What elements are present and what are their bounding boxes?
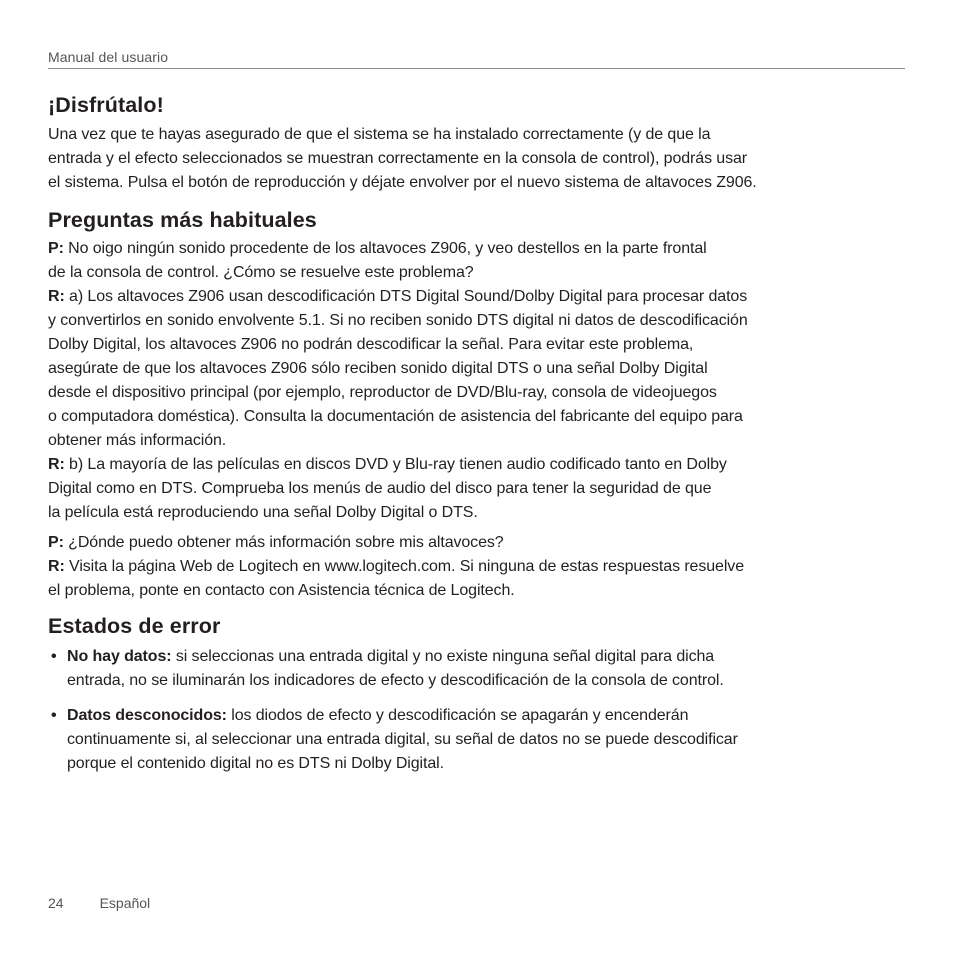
bullet-icon: • xyxy=(51,648,57,665)
text-line: el sistema. Pulsa el botón de reproducción y déjate envolver por el nuevo sistema de altavoces Z906. xyxy=(48,174,757,191)
answer-1a-line: R: a) Los altavoces Z906 usan descodificación DTS Digital Sound/Dolby Digital para procesar datos xyxy=(48,288,748,305)
text-line: el problema, ponte en contacto con Asistencia técnica de Logitech. xyxy=(48,582,515,599)
answer-label: R: xyxy=(48,558,65,575)
text-line: o computadora doméstica). Consulta la documentación de asistencia del fabricante del equipo para xyxy=(48,408,743,425)
answer-1b-line: R: b) La mayoría de las películas en discos DVD y Blu-ray tienen audio codificado tanto en Dolby xyxy=(48,456,727,473)
section-errors xyxy=(48,613,910,776)
text-line: Una vez que te hayas asegurado de que el sistema se ha instalado correctamente (y de que la xyxy=(48,126,711,143)
text-line: de la consola de control. ¿Cómo se resuelve este problema? xyxy=(48,264,474,281)
page-footer xyxy=(48,895,150,911)
question-label: P: xyxy=(48,240,64,257)
error-term: Datos desconocidos: xyxy=(67,707,227,724)
heading-enjoy: ¡Disfrútalo! xyxy=(48,93,164,117)
text-line: entrada, no se iluminarán los indicadores de efecto y descodificación de la consola de control. xyxy=(67,672,724,689)
text-line: y convertirlos en sonido envolvente 5.1. Si no reciben sonido DTS digital ni datos de descodificación xyxy=(48,312,748,329)
bullet-icon: • xyxy=(51,707,57,724)
error-item-no-data: • No hay datos: si seleccionas una entrada digital y no existe ninguna señal digital para dicha entrada, no se iluminarán los indicadores de efecto y descodificación de la consola de control. xyxy=(48,645,910,693)
answer-label: R: xyxy=(48,456,65,473)
text-line: asegúrate de que los altavoces Z906 sólo reciben sonido digital DTS o una señal Dolby Digital xyxy=(48,360,708,377)
answer-label: R: xyxy=(48,288,65,305)
error-term: No hay datos: xyxy=(67,648,172,665)
question-label: P: xyxy=(48,534,64,551)
text-line: porque el contenido digital no es DTS ni Dolby Digital. xyxy=(67,755,444,772)
text-line: desde el dispositivo principal (por ejemplo, reproductor de DVD/Blu-ray, consola de videojuegos xyxy=(48,384,717,401)
answer-2-line: R: Visita la página Web de Logitech en www.logitech.com. Si ninguna de estas respuestas resuelve xyxy=(48,558,744,575)
heading-errors: Estados de error xyxy=(48,614,221,638)
faq-block-1 xyxy=(48,237,910,525)
error-list xyxy=(48,645,910,776)
text-line: entrada y el efecto seleccionados se muestran correctamente en la consola de control), podrás usar xyxy=(48,150,748,167)
faq-block-2 xyxy=(48,531,910,603)
section-faq xyxy=(48,207,910,603)
section-enjoy xyxy=(48,92,910,195)
question-1-line: P: No oigo ningún sonido procedente de los altavoces Z906, y veo destellos en la parte frontal xyxy=(48,240,707,257)
page-content xyxy=(48,92,910,776)
running-header: Manual del usuario xyxy=(48,49,905,69)
error-item-unknown-data: • Datos desconocidos: los diodos de efecto y descodificación se apagarán y encenderán continuamente si, al seleccionar una entrada digital, su señal de datos no se puede descodificar porque el contenido digital no es DTS ni Dolby Digital. xyxy=(48,704,910,776)
text-line: la película está reproduciendo una señal Dolby Digital o DTS. xyxy=(48,504,478,521)
question-2-line: P: ¿Dónde puedo obtener más información sobre mis altavoces? xyxy=(48,534,504,551)
text-line: obtener más información. xyxy=(48,432,227,449)
text-line: Dolby Digital, los altavoces Z906 no podrán descodificar la señal. Para evitar este problema, xyxy=(48,336,694,353)
text-line: continuamente si, al seleccionar una entrada digital, su señal de datos no se puede descodificar xyxy=(67,731,738,748)
text-line: Digital como en DTS. Comprueba los menús de audio del disco para tener la seguridad de que xyxy=(48,480,712,497)
page-number: 24 xyxy=(48,895,64,911)
paragraph-enjoy xyxy=(48,123,910,195)
heading-faq: Preguntas más habituales xyxy=(48,208,317,232)
footer-language: Español xyxy=(99,895,151,911)
